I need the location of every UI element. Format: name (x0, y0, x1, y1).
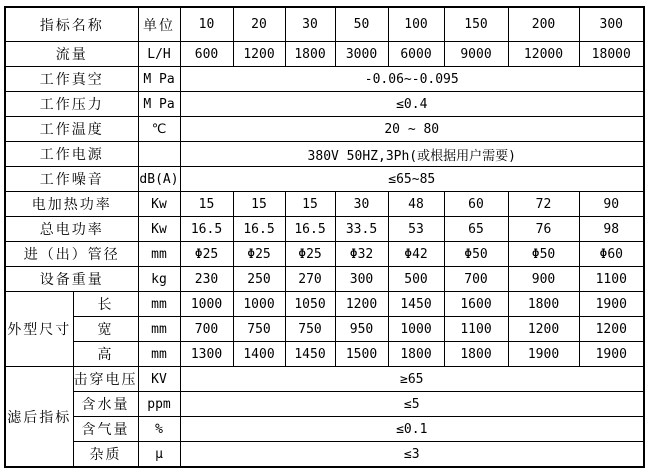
row-label: 工作噪音 (5, 167, 138, 192)
row-label: 高 (73, 342, 138, 367)
cell-value: Φ60 (579, 242, 644, 267)
row-label: 长 (73, 292, 138, 317)
row-label: 工作真空 (5, 67, 138, 92)
cell-value: 1800 (388, 342, 444, 367)
row-unit: Kw (138, 217, 180, 242)
cell-value: Φ25 (180, 242, 233, 267)
row-unit: dB(A) (138, 167, 180, 192)
cell-value: 1200 (508, 317, 579, 342)
cell-value: 98 (579, 217, 644, 242)
row-unit: mm (138, 242, 180, 267)
cell-value: 1450 (388, 292, 444, 317)
cell-value: 15 (285, 192, 335, 217)
cell-value: Φ42 (388, 242, 444, 267)
cell-value: 1000 (180, 292, 233, 317)
cell-value: 1100 (444, 317, 508, 342)
cell-value: 230 (180, 267, 233, 292)
model-column-header: 300 (579, 7, 644, 42)
cell-value: 33.5 (335, 217, 388, 242)
cell-value: Φ32 (335, 242, 388, 267)
cell-value: Φ50 (444, 242, 508, 267)
row-dimension-height (5, 342, 644, 367)
cell-value: 1900 (508, 342, 579, 367)
row-label: 总电功率 (5, 217, 138, 242)
cell-value: 900 (508, 267, 579, 292)
cell-value: 3000 (335, 42, 388, 67)
cell-value: 270 (285, 267, 335, 292)
row-pipe-diameter (5, 242, 644, 267)
cell-value: 18000 (579, 42, 644, 67)
cell-value: 1450 (285, 342, 335, 367)
row-unit: mm (138, 292, 180, 317)
row-label: 工作电源 (5, 142, 138, 167)
cell-value: 1200 (579, 317, 644, 342)
header-name: 指标名称 (5, 7, 138, 42)
group-label-dimensions: 外型尺寸 (5, 292, 73, 367)
cell-value: 1300 (180, 342, 233, 367)
cell-value: 1800 (508, 292, 579, 317)
cell-value: 1900 (579, 292, 644, 317)
header-row (5, 7, 644, 42)
row-label: 宽 (73, 317, 138, 342)
cell-value: 15 (233, 192, 285, 217)
cell-value: 72 (508, 192, 579, 217)
row-unit (138, 142, 180, 167)
row-working-temperature (5, 117, 644, 142)
row-unit: μ (138, 442, 180, 468)
cell-value: 76 (508, 217, 579, 242)
spec-table (4, 6, 645, 468)
merged-value: ≤3 (180, 442, 644, 468)
cell-value: 60 (444, 192, 508, 217)
model-column-header: 10 (180, 7, 233, 42)
cell-value: 16.5 (233, 217, 285, 242)
row-label: 杂质 (73, 442, 138, 468)
cell-value: 1500 (335, 342, 388, 367)
row-total-power (5, 217, 644, 242)
cell-value: 1800 (444, 342, 508, 367)
cell-value: 48 (388, 192, 444, 217)
row-working-vacuum (5, 67, 644, 92)
row-water-content (5, 392, 644, 417)
cell-value: 750 (285, 317, 335, 342)
row-power-supply (5, 142, 644, 167)
cell-value: 1000 (388, 317, 444, 342)
row-heating-power (5, 192, 644, 217)
cell-value: 750 (233, 317, 285, 342)
row-label: 击穿电压 (73, 367, 138, 392)
row-equipment-weight (5, 267, 644, 292)
cell-value: 6000 (388, 42, 444, 67)
cell-value: 950 (335, 317, 388, 342)
model-column-header: 150 (444, 7, 508, 42)
cell-value: Φ50 (508, 242, 579, 267)
merged-value: ≥65 (180, 367, 644, 392)
row-label: 含水量 (73, 392, 138, 417)
model-column-header: 20 (233, 7, 285, 42)
model-column-header: 50 (335, 7, 388, 42)
cell-value: 15 (180, 192, 233, 217)
row-unit: M Pa (138, 67, 180, 92)
row-label: 进（出）管径 (5, 242, 138, 267)
row-unit: Kw (138, 192, 180, 217)
cell-value: Φ25 (233, 242, 285, 267)
row-unit: ℃ (138, 117, 180, 142)
row-label: 设备重量 (5, 267, 138, 292)
cell-value: 700 (180, 317, 233, 342)
row-working-noise (5, 167, 644, 192)
row-unit: KV (138, 367, 180, 392)
merged-value: 20 ~ 80 (180, 117, 644, 142)
cell-value: 600 (180, 42, 233, 67)
cell-value: 1000 (233, 292, 285, 317)
group-label-filtered-specs: 滤后指标 (5, 367, 73, 468)
model-column-header: 200 (508, 7, 579, 42)
row-dimension-width (5, 317, 644, 342)
cell-value: 1900 (579, 342, 644, 367)
row-label: 流量 (5, 42, 138, 67)
merged-value: ≤65~85 (180, 167, 644, 192)
cell-value: 300 (335, 267, 388, 292)
model-column-header: 30 (285, 7, 335, 42)
row-working-pressure (5, 92, 644, 117)
merged-value: 380V 50HZ,3Ph(或根据用户需要) (180, 142, 644, 167)
cell-value: Φ25 (285, 242, 335, 267)
row-label: 电加热功率 (5, 192, 138, 217)
row-unit: L/H (138, 42, 180, 67)
row-gas-content (5, 417, 644, 442)
cell-value: 30 (335, 192, 388, 217)
cell-value: 9000 (444, 42, 508, 67)
cell-value: 1050 (285, 292, 335, 317)
row-flow-rate (5, 42, 644, 67)
row-unit: M Pa (138, 92, 180, 117)
row-unit: mm (138, 317, 180, 342)
cell-value: 16.5 (285, 217, 335, 242)
row-unit: mm (138, 342, 180, 367)
row-label: 工作压力 (5, 92, 138, 117)
cell-value: 1100 (579, 267, 644, 292)
row-unit: kg (138, 267, 180, 292)
row-label: 含气量 (73, 417, 138, 442)
row-breakdown-voltage (5, 367, 644, 392)
merged-value: ≤0.4 (180, 92, 644, 117)
cell-value: 90 (579, 192, 644, 217)
row-label: 工作温度 (5, 117, 138, 142)
header-unit: 单位 (138, 7, 180, 42)
cell-value: 65 (444, 217, 508, 242)
merged-value: -0.06~-0.095 (180, 67, 644, 92)
cell-value: 12000 (508, 42, 579, 67)
cell-value: 1400 (233, 342, 285, 367)
model-column-header: 100 (388, 7, 444, 42)
row-impurity (5, 442, 644, 468)
merged-value: ≤0.1 (180, 417, 644, 442)
cell-value: 1200 (335, 292, 388, 317)
cell-value: 1200 (233, 42, 285, 67)
cell-value: 16.5 (180, 217, 233, 242)
row-dimension-length (5, 292, 644, 317)
cell-value: 250 (233, 267, 285, 292)
cell-value: 1600 (444, 292, 508, 317)
row-unit: ppm (138, 392, 180, 417)
cell-value: 53 (388, 217, 444, 242)
merged-value: ≤5 (180, 392, 644, 417)
cell-value: 500 (388, 267, 444, 292)
row-unit: % (138, 417, 180, 442)
cell-value: 1800 (285, 42, 335, 67)
cell-value: 700 (444, 267, 508, 292)
